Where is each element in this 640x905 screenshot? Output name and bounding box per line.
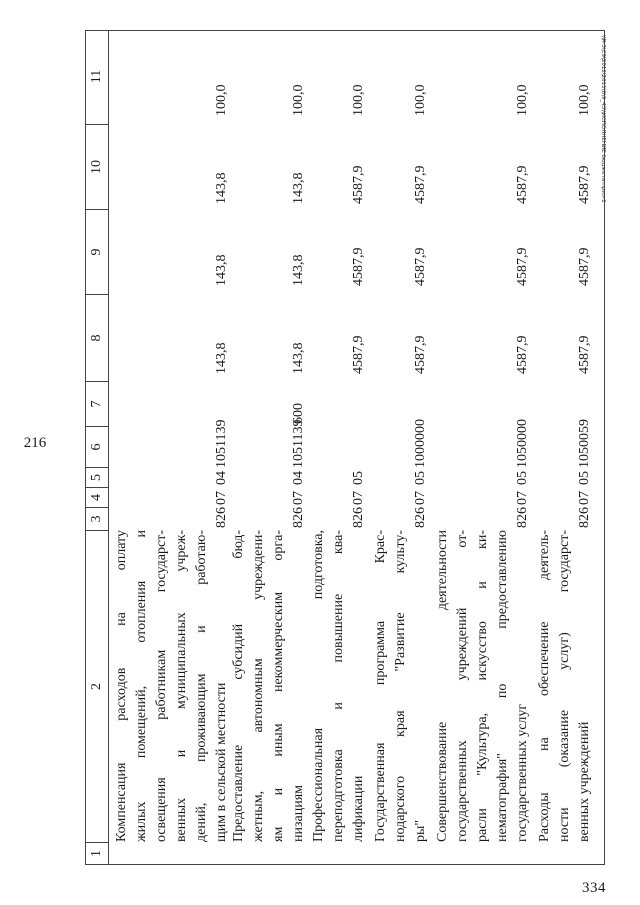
description-line: расли "Культура, искусство и ки- (475, 530, 490, 842)
description-line: Компенсация расходов на оплату (114, 530, 129, 842)
cell-c8: 4587,9 (351, 335, 366, 374)
cell-c6: 1051139 (291, 419, 306, 468)
cell-c10: 4587,9 (577, 165, 592, 204)
cell-c8: 4587,9 (413, 335, 428, 374)
row-description (433, 530, 533, 842)
cell-c11: 100,0 (515, 84, 530, 116)
cell-c11: 100,0 (291, 84, 306, 116)
row-description (371, 530, 431, 842)
cell-c3: 826 (515, 507, 530, 528)
description-line: щим в сельской местности (214, 682, 229, 842)
cell-c4: 07 (413, 491, 428, 505)
budget-table (85, 30, 605, 865)
header-col-8: 8 (86, 294, 108, 381)
description-line: государственных учреждений от- (455, 530, 470, 842)
cell-c4: 07 (214, 491, 229, 505)
cell-c6: 1050059 (577, 419, 592, 468)
table-row (433, 29, 533, 864)
description-line: Государственная программа Крас- (373, 530, 388, 842)
cell-c4: 07 (515, 491, 530, 505)
side-stamp: \\R-3\C9\2012\2011\6\9_43\\ИСПОЛНЕНИЕ бюджета-прил-2 (600, 35, 606, 203)
cell-c9: 4587,9 (577, 247, 592, 286)
cell-c8: 4587,9 (577, 335, 592, 374)
cell-c5: 04 (291, 471, 306, 485)
cell-c3: 826 (291, 507, 306, 528)
cell-c9: 143,8 (214, 254, 229, 286)
cell-c3: 826 (413, 507, 428, 528)
cell-c10: 4587,9 (413, 165, 428, 204)
row-description (309, 530, 369, 842)
cell-c5: 05 (515, 471, 530, 485)
description-line: низациям (291, 784, 306, 842)
header-col-3: 3 (86, 507, 108, 530)
description-line: Профессиональная подготовка, (311, 530, 326, 842)
description-line: освещения работникам государст- (154, 530, 169, 842)
cell-c10: 143,8 (291, 172, 306, 204)
description-line: ры" (413, 819, 428, 842)
header-col-9: 9 (86, 209, 108, 294)
cell-c10: 4587,9 (351, 165, 366, 204)
header-col-10: 10 (86, 124, 108, 209)
cell-c5: 05 (577, 471, 592, 485)
cell-c4: 07 (577, 491, 592, 505)
cell-c3: 826 (214, 507, 229, 528)
description-line: венных учреждений (577, 721, 592, 842)
description-line: нодарского края "Развитие культу- (393, 530, 408, 842)
cell-c6: 1051139 (214, 419, 229, 468)
table-row (371, 29, 431, 864)
description-line: нематография" по предоставлению (495, 530, 510, 842)
cell-c6: 1050000 (515, 419, 530, 468)
description-line: переподготовка и повышение ква- (331, 530, 346, 842)
cell-c11: 100,0 (577, 84, 592, 116)
row-description (112, 530, 232, 842)
cell-c4: 07 (291, 491, 306, 505)
description-line: ности (оказание услуг) государст- (557, 530, 572, 842)
cell-c11: 100,0 (214, 84, 229, 116)
row-description (229, 530, 309, 842)
row-description (535, 530, 595, 842)
cell-c5: 05 (413, 471, 428, 485)
description-line: жилых помещений, отопления и (134, 530, 149, 842)
header-col-1: 1 (86, 842, 108, 864)
table-row (309, 29, 369, 864)
cell-c11: 100,0 (413, 84, 428, 116)
cell-c9: 4587,9 (515, 247, 530, 286)
header-col-7: 7 (86, 381, 108, 426)
description-line: Предоставление субсидий бюд- (231, 530, 246, 842)
footer-page-code: 334 (582, 880, 606, 896)
cell-c9: 4587,9 (351, 247, 366, 286)
cell-c8: 143,8 (214, 342, 229, 374)
cell-c9: 4587,9 (413, 247, 428, 286)
description-line: государственных услуг (515, 703, 530, 842)
cell-c9: 143,8 (291, 254, 306, 286)
header-col-6: 6 (86, 426, 108, 467)
header-col-4: 4 (86, 487, 108, 507)
table-row (535, 29, 595, 864)
cell-c5: 05 (351, 471, 366, 485)
description-line: венных и муниципальных учреж- (174, 530, 189, 842)
description-line: дений, проживающим и работаю- (194, 530, 209, 842)
header-col-5: 5 (86, 467, 108, 487)
description-line: лификации (351, 775, 366, 842)
budget-table-rotated (85, 30, 605, 865)
cell-c10: 143,8 (214, 172, 229, 204)
cell-c8: 143,8 (291, 342, 306, 374)
cell-c6: 1000000 (413, 419, 428, 468)
cell-c3: 826 (351, 507, 366, 528)
table-header-row (86, 31, 109, 864)
description-line: жетным, автономным учреждени- (251, 530, 266, 842)
cell-c11: 100,0 (351, 84, 366, 116)
cell-c4: 07 (351, 491, 366, 505)
description-line: Расходы на обеспечение деятель- (537, 530, 552, 842)
description-line: ям и иным некоммерческим орга- (271, 530, 286, 842)
cell-c10: 4587,9 (515, 165, 530, 204)
description-line: Совершенствование деятельности (435, 530, 450, 842)
table-row (112, 29, 232, 864)
cell-c7: 600 (291, 403, 306, 424)
table-row (229, 29, 309, 864)
cell-c8: 4587,9 (515, 335, 530, 374)
page-number: 216 (23, 435, 47, 451)
header-col-11: 11 (89, 69, 104, 84)
cell-c5: 04 (214, 471, 229, 485)
header-col-2: 2 (86, 530, 108, 842)
cell-c3: 826 (577, 507, 592, 528)
